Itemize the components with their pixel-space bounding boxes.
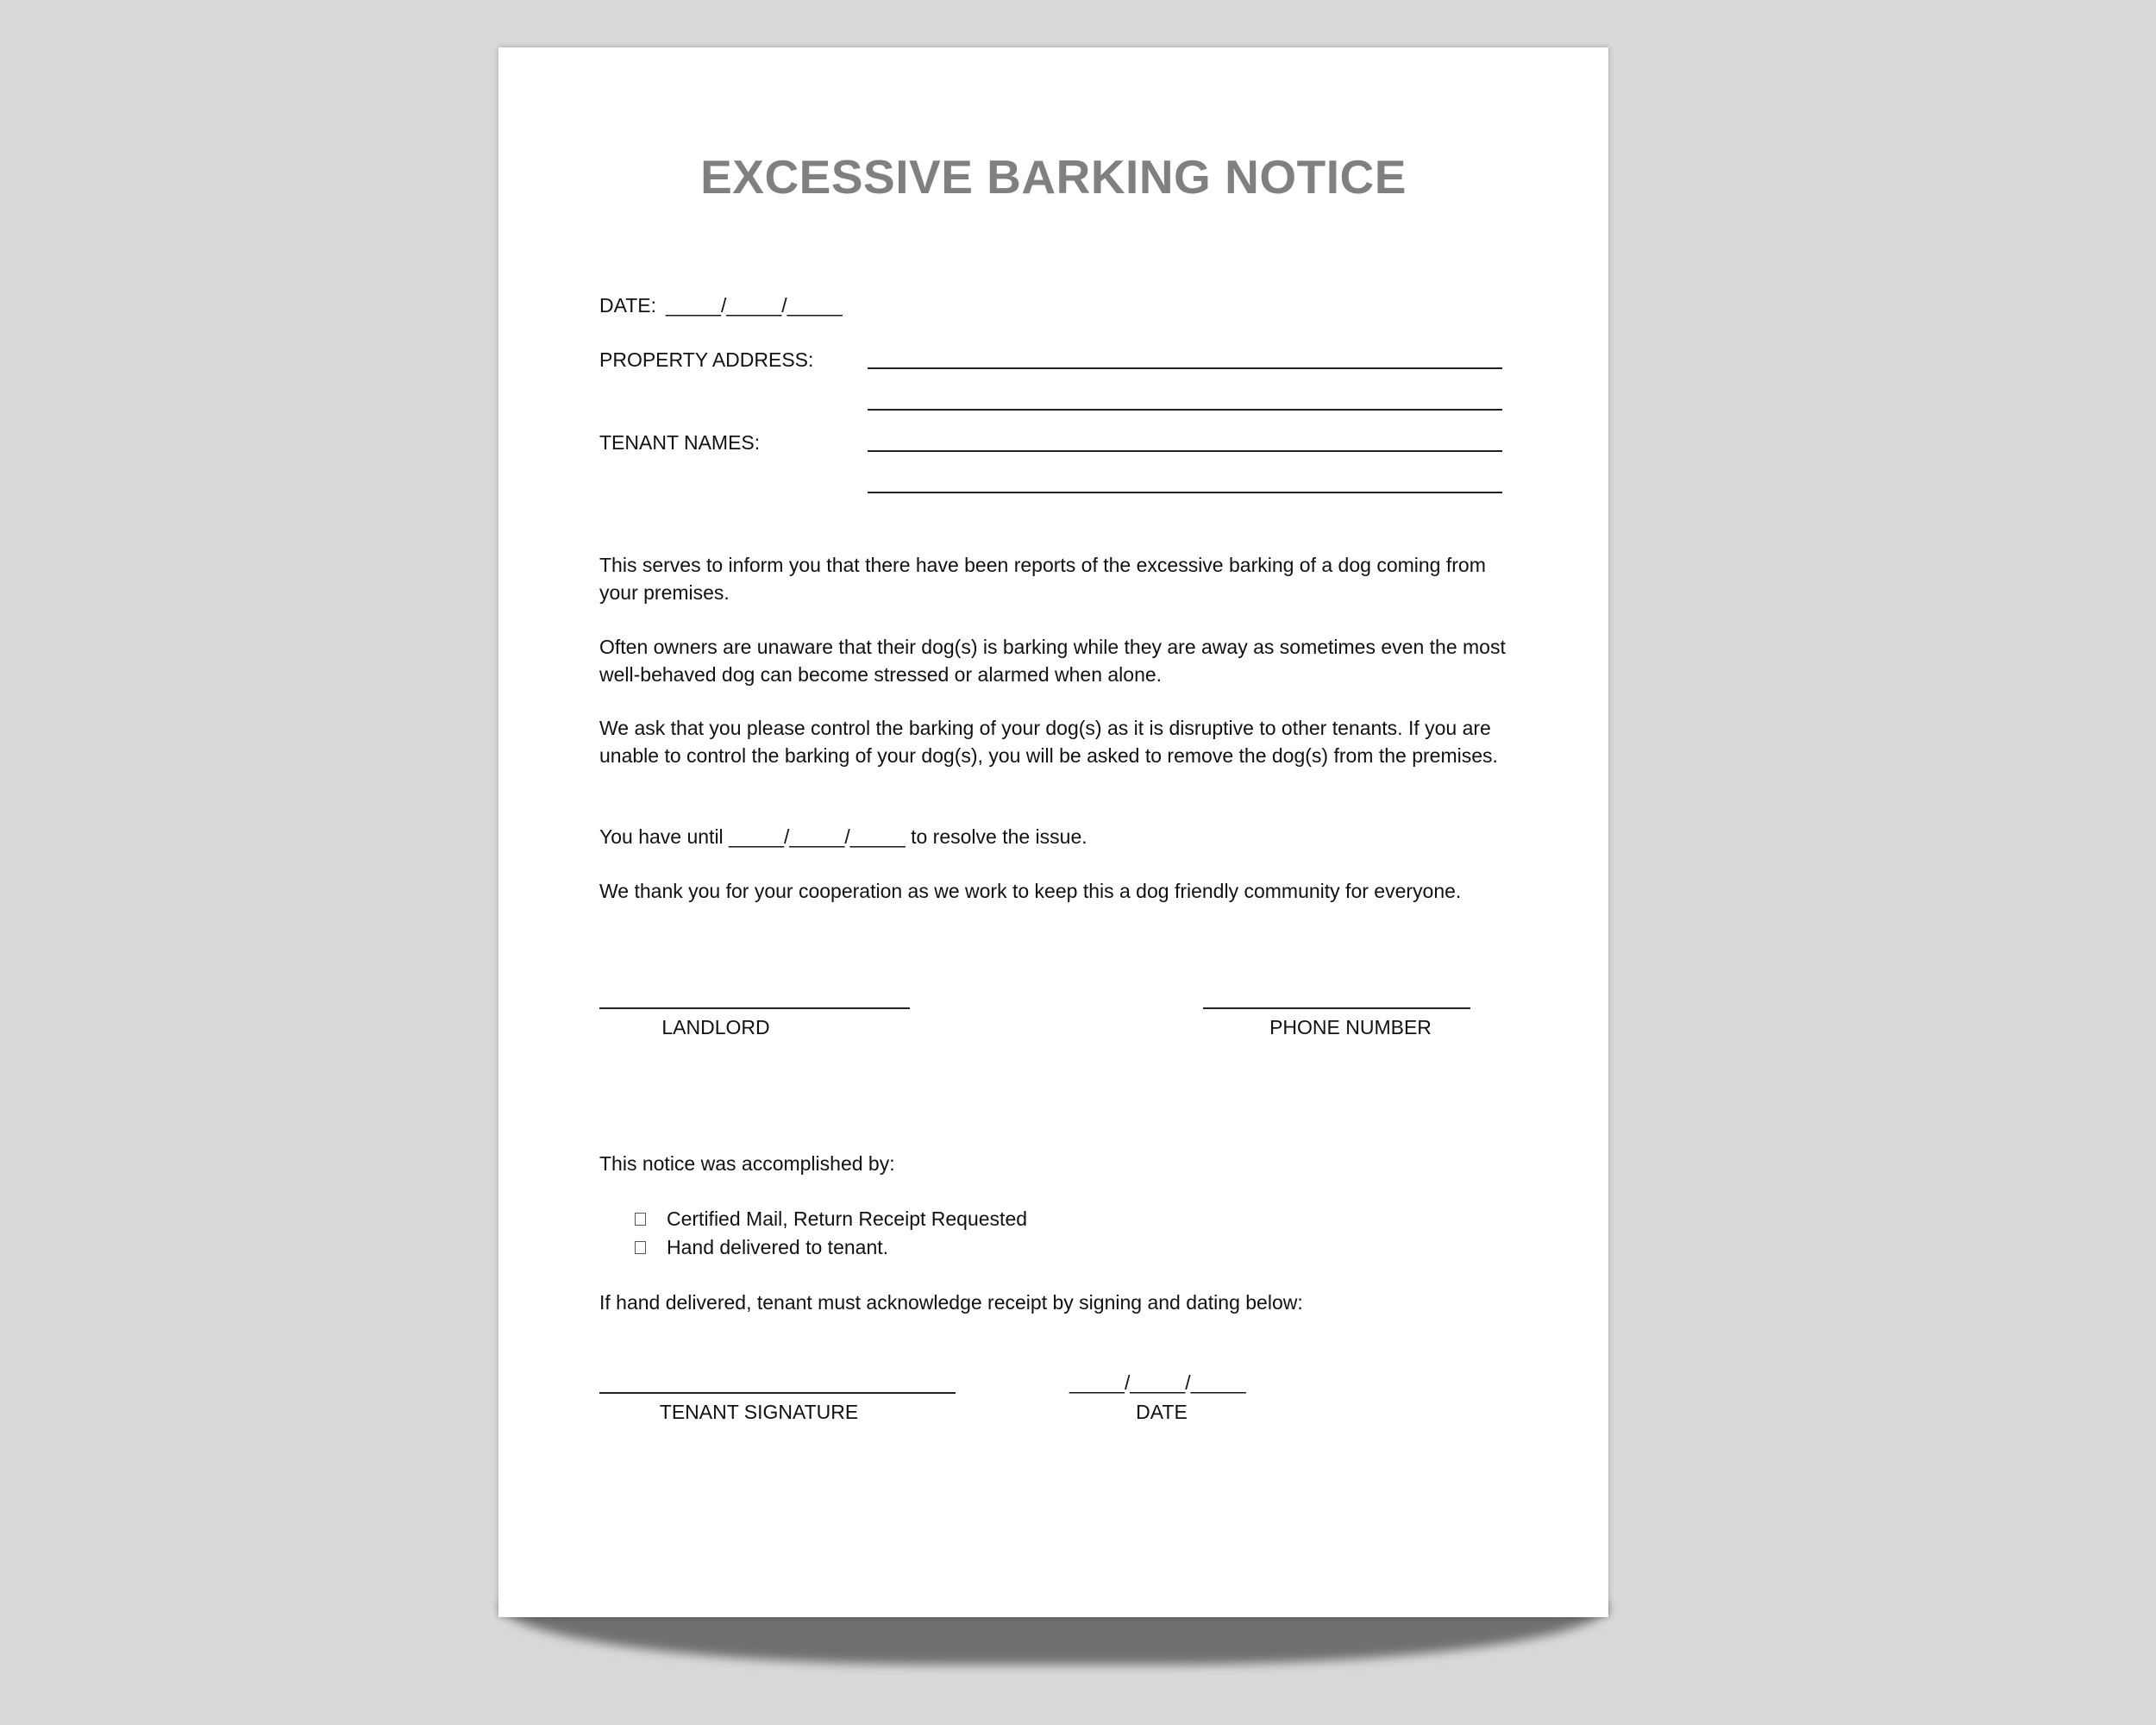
acknowledge-text: If hand delivered, tenant must acknowledge receipt by signing and dating below: bbox=[599, 1291, 1303, 1314]
phone-number-line[interactable] bbox=[1203, 1007, 1470, 1009]
phone-number-label: PHONE NUMBER bbox=[1269, 1016, 1432, 1038]
option-hand-delivered: Hand delivered to tenant. bbox=[667, 1236, 889, 1258]
landlord-label: LANDLORD bbox=[661, 1016, 770, 1038]
landlord-signature-line[interactable] bbox=[599, 1007, 910, 1009]
document-page bbox=[498, 47, 1608, 1617]
paragraph-thanks: We thank you for your cooperation as we work to keep this a dog friendly community for everyone. bbox=[599, 880, 1462, 902]
option-certified-mail: Certified Mail, Return Receipt Requested bbox=[667, 1208, 1028, 1230]
date-blank: _____/_____/_____ bbox=[666, 294, 843, 317]
tenant-signature-line[interactable] bbox=[599, 1392, 956, 1394]
tenant-signature-label: TENANT SIGNATURE bbox=[659, 1401, 859, 1423]
tenant-names-line-2 bbox=[868, 492, 1502, 493]
property-address-line-2 bbox=[868, 409, 1502, 411]
date-label: DATE: bbox=[599, 294, 657, 317]
property-address-line-1 bbox=[868, 367, 1502, 369]
paragraph-deadline: You have until _____/_____/_____ to resolve the issue. bbox=[599, 825, 1087, 848]
checkbox-hand-delivered[interactable] bbox=[635, 1241, 646, 1254]
checkbox-certified-mail[interactable] bbox=[635, 1213, 646, 1226]
paragraph-unaware: Often owners are unaware that their dog(s) is barking while they are away as sometimes even the most well-behaved dog can become stressed or alarmed when alone. bbox=[599, 636, 1506, 686]
paragraph-reports: This serves to inform you that there have been reports of the excessive barking of a dog coming from your premises. bbox=[599, 554, 1486, 604]
sign-date-label: DATE bbox=[1136, 1401, 1188, 1423]
accomplished-label: This notice was accomplished by: bbox=[599, 1152, 895, 1175]
tenant-names-label: TENANT NAMES: bbox=[599, 431, 761, 454]
paragraph-control: We ask that you please control the barking of your dog(s) as it is disruptive to other tenants. If you are unable to control the barking of your dog(s), you will be asked to remove the dog(s) from the premises. bbox=[599, 717, 1498, 767]
sign-date-blank[interactable]: _____/_____/_____ bbox=[1069, 1371, 1246, 1394]
property-address-label: PROPERTY ADDRESS: bbox=[599, 348, 814, 371]
document-title: EXCESSIVE BARKING NOTICE bbox=[700, 150, 1407, 204]
tenant-names-line-1 bbox=[868, 450, 1502, 452]
